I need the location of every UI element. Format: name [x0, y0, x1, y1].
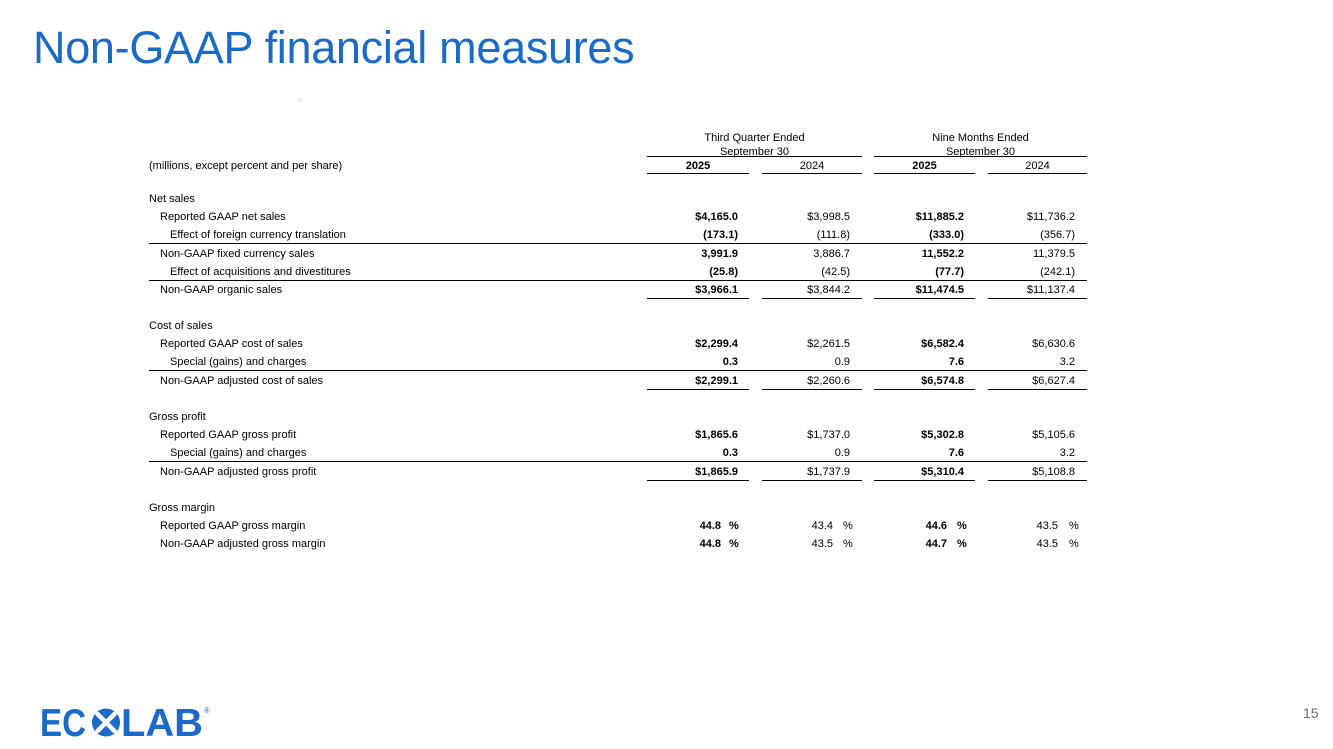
table-row — [0, 263, 1333, 281]
row-label: Effect of acquisitions and divestitures — [170, 266, 351, 278]
table-cell: 11,552.2 — [921, 248, 964, 260]
table-cell: 44.7 — [925, 538, 947, 550]
svg-text:LAB: LAB — [121, 704, 203, 740]
total-underline — [874, 298, 975, 299]
table-cell: $6,582.4 — [921, 338, 964, 350]
percent-sign: % — [729, 520, 739, 532]
table-row — [0, 335, 1333, 353]
row-divider — [149, 243, 1087, 244]
table-cell: $4,165.0 — [695, 211, 738, 223]
units-label: (millions, except percent and per share) — [149, 160, 343, 172]
ecolab-logo — [40, 704, 210, 740]
table-cell: 43.5 — [1036, 520, 1058, 532]
header-group-line2: September 30 — [719, 146, 790, 158]
total-underline — [988, 298, 1087, 299]
table-cell: $5,105.6 — [1032, 429, 1075, 441]
table-cell: $3,966.1 — [695, 284, 738, 296]
table-cell: $3,844.2 — [807, 284, 850, 296]
table-cell: 7.6 — [948, 447, 964, 459]
table-row — [0, 463, 1333, 481]
header-group-line2: September 30 — [945, 146, 1016, 158]
total-underline — [988, 389, 1087, 390]
table-cell: $11,474.5 — [915, 284, 964, 296]
table-cell: 3,886.7 — [813, 248, 850, 260]
total-underline — [647, 298, 749, 299]
table-cell: $2,299.1 — [695, 375, 738, 387]
table-cell: $6,630.6 — [1032, 338, 1075, 350]
row-label: Non-GAAP adjusted gross margin — [160, 538, 326, 550]
table-row — [0, 281, 1333, 299]
section-heading: Cost of sales — [149, 320, 213, 332]
table-cell: $11,885.2 — [915, 211, 964, 223]
total-underline — [762, 480, 862, 481]
table-cell: $11,736.2 — [1026, 211, 1075, 223]
table-cell: (333.0) — [929, 229, 964, 241]
table-cell: 3.2 — [1059, 447, 1075, 459]
percent-sign: % — [843, 520, 853, 532]
row-label: Non-GAAP adjusted cost of sales — [160, 375, 324, 387]
table-cell: $1,737.0 — [807, 429, 850, 441]
table-cell: $1,865.6 — [695, 429, 738, 441]
table-cell: (173.1) — [703, 229, 738, 241]
table-cell: (356.7) — [1040, 229, 1075, 241]
table-row — [0, 353, 1333, 371]
table-cell: 0.3 — [722, 447, 738, 459]
table-cell: $1,865.9 — [695, 466, 738, 478]
table-cell: 43.4 — [811, 520, 833, 532]
total-underline — [647, 480, 749, 481]
table-row — [0, 444, 1333, 462]
total-underline — [988, 480, 1087, 481]
table-cell: $2,299.4 — [695, 338, 738, 350]
section-heading-row — [0, 499, 1333, 517]
row-divider — [149, 370, 1087, 371]
table-cell: 3,991.9 — [701, 248, 738, 260]
table-cell: $6,574.8 — [921, 375, 964, 387]
table-cell: 3.2 — [1059, 356, 1075, 368]
table-cell: $5,310.4 — [921, 466, 964, 478]
table-row — [0, 245, 1333, 263]
table-cell: (25.8) — [709, 266, 738, 278]
row-divider — [149, 461, 1087, 462]
ecolab-o-mark-icon — [92, 709, 120, 737]
row-label: Reported GAAP gross profit — [160, 429, 297, 441]
year-header: 2024 — [988, 160, 1087, 174]
total-underline — [762, 389, 862, 390]
header-group-third-quarter — [647, 131, 862, 159]
percent-sign: % — [957, 538, 967, 550]
table-cell: $6,627.4 — [1032, 375, 1075, 387]
page-title: Non-GAAP financial measures — [33, 22, 635, 73]
header-group-underline — [647, 156, 862, 157]
table-cell: $1,737.9 — [807, 466, 850, 478]
row-label: Effect of foreign currency translation — [170, 229, 346, 241]
table-cell: $5,108.8 — [1032, 466, 1075, 478]
table-cell: (111.8) — [816, 229, 850, 241]
table-row — [0, 226, 1333, 244]
table-cell: 44.8 — [699, 520, 721, 532]
row-label: Reported GAAP cost of sales — [160, 338, 303, 350]
table-cell: $5,302.8 — [921, 429, 964, 441]
table-row — [0, 517, 1333, 535]
svg-text:EC: EC — [40, 704, 86, 740]
percent-sign: % — [729, 538, 739, 550]
registered-mark: ® — [204, 706, 210, 715]
table-cell: 11,379.5 — [1032, 248, 1075, 260]
table-cell: 7.6 — [948, 356, 964, 368]
table-cell: $2,260.6 — [807, 375, 850, 387]
table-cell: 0.3 — [722, 356, 738, 368]
table-row — [0, 426, 1333, 444]
header-group-nine-months — [874, 131, 1087, 159]
year-header: 2025 — [874, 160, 975, 174]
row-label: Special (gains) and charges — [170, 356, 307, 368]
table-cell: 44.6 — [925, 520, 947, 532]
row-label: Reported GAAP gross margin — [160, 520, 306, 532]
row-label: Non-GAAP organic sales — [160, 284, 283, 296]
table-cell: 0.9 — [834, 356, 850, 368]
section-heading: Gross profit — [149, 411, 206, 423]
total-underline — [647, 389, 749, 390]
table-cell: 44.8 — [699, 538, 721, 550]
table-cell: $2,261.5 — [807, 338, 850, 350]
percent-sign: % — [1069, 538, 1079, 550]
table-cell: $11,137.4 — [1026, 284, 1075, 296]
row-label: Non-GAAP adjusted gross profit — [160, 466, 317, 478]
row-label: Reported GAAP net sales — [160, 211, 286, 223]
percent-sign: % — [1069, 520, 1079, 532]
table-row — [0, 535, 1333, 553]
total-underline — [874, 389, 975, 390]
year-header: 2024 — [762, 160, 862, 174]
total-underline — [874, 480, 975, 481]
table-row — [0, 208, 1333, 226]
section-heading-row — [0, 317, 1333, 335]
section-heading: Net sales — [149, 193, 195, 205]
table-cell: 43.5 — [811, 538, 833, 550]
row-label: Special (gains) and charges — [170, 447, 307, 459]
year-header: 2025 — [647, 160, 749, 174]
table-cell: 43.5 — [1036, 538, 1058, 550]
table-cell: $3,998.5 — [807, 211, 850, 223]
section-heading-row — [0, 190, 1333, 208]
table-row — [0, 372, 1333, 390]
header-group-line1: Third Quarter Ended — [704, 132, 805, 144]
total-underline — [762, 298, 862, 299]
percent-sign: % — [843, 538, 853, 550]
header-group-line1: Nine Months Ended — [932, 132, 1029, 144]
table-cell: 0.9 — [834, 447, 850, 459]
table-cell: (77.7) — [935, 266, 964, 278]
page-number: 15 — [1303, 705, 1319, 721]
table-cell: (242.1) — [1040, 266, 1075, 278]
header-group-underline — [874, 156, 1087, 157]
table-cell: (42.5) — [821, 266, 850, 278]
percent-sign: % — [957, 520, 967, 532]
decorative-dot — [299, 99, 300, 100]
section-heading-row — [0, 408, 1333, 426]
row-label: Non-GAAP fixed currency sales — [160, 248, 315, 260]
section-heading: Gross margin — [149, 502, 216, 514]
